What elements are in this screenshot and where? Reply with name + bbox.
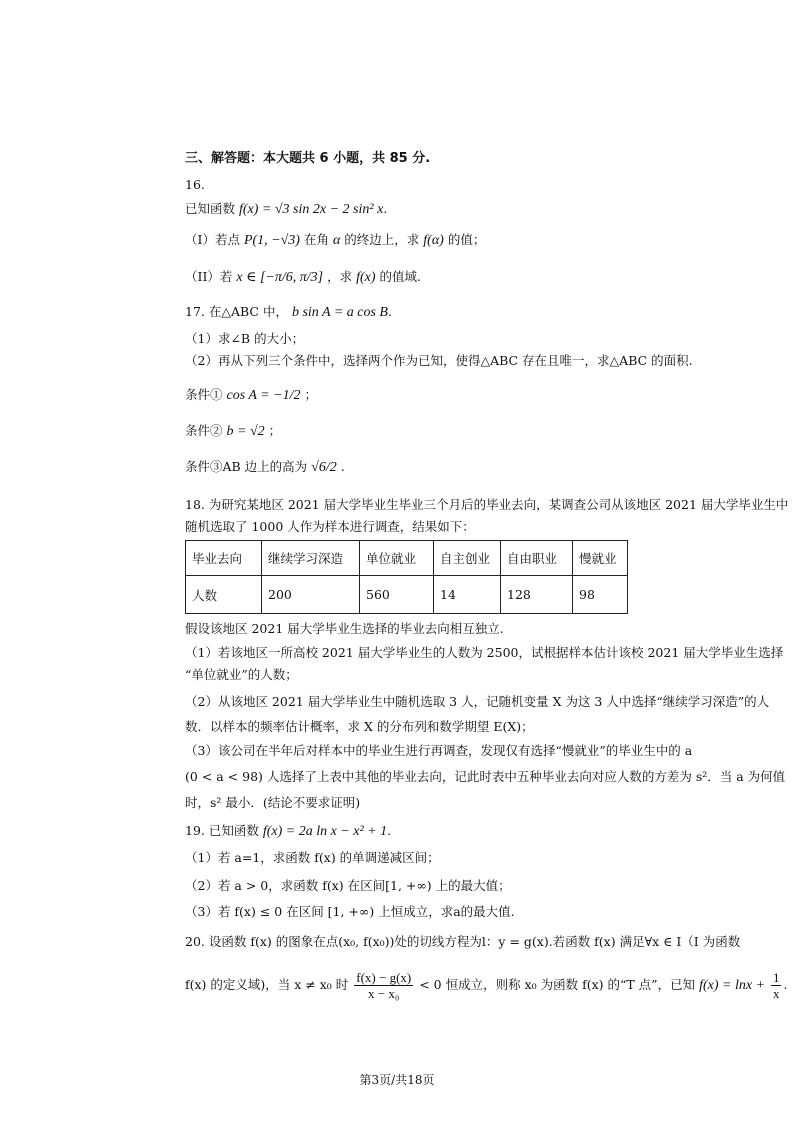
q20-fraction (354, 970, 413, 1001)
q18-part3-line1: （3）该公司在半年后对样本中的毕业生进行再调查，发现仅有选择“慢就业”的毕业生中的 a (185, 743, 693, 758)
table-header-cell: 慢就业 (573, 541, 628, 576)
q16-fx: f(x) (356, 270, 376, 285)
q16-stem (185, 200, 387, 219)
q16-point-p: P(1, −√3) (243, 233, 300, 248)
q19-stem-pre: 19. 已知函数 (185, 823, 259, 838)
q16-part1-pre: （I）若点 (185, 232, 240, 247)
q20-line2 (185, 970, 787, 1001)
table-header-row (186, 541, 628, 576)
q18-part1-line2: “单位就业”的人数； (185, 667, 298, 682)
table-cell: 98 (573, 576, 628, 614)
q17-cond2-formula: b = √2 (226, 424, 265, 439)
q18-assumption: 假设该地区 2021 届大学毕业生选择的毕业去向相互独立. (185, 621, 504, 636)
q18-part3-line2: (0 < a < 98) 人选择了上表中其他的毕业去向，记此时表中五种毕业去向对应人数的方差为 s²．当 a 为何值 (185, 769, 786, 784)
q18-part2-line1: （2）从该地区 2021 届大学毕业生中随机选取 3 人，记随机变量 X 为这 3 人中选择“继续学习深造”的人 (185, 694, 770, 709)
q17-stem-pre: 17. 在△ABC 中， (185, 304, 288, 319)
q17-condition-1 (185, 386, 317, 405)
q16-f-alpha: f(α) (423, 233, 444, 248)
q16-part2-pre: （II）若 (185, 269, 233, 284)
q18-part1-line1: （1）若该地区一所高校 2021 届大学毕业生的人数为 2500，试根据样本估计该校 2021 届大学毕业生选择 (185, 645, 784, 660)
q19-stem-formula: f(x) = 2a ln x − x² + 1 (262, 824, 388, 839)
q19-part3: （3）若 f(x) ≤ 0 在区间 [1, +∞) 上恒成立，求a的最大值. (185, 904, 515, 919)
q18-stem-line2: 随机选取了 1000 人作为样本进行调查，结果如下： (185, 519, 475, 534)
table-header-cell: 自主创业 (434, 541, 501, 576)
q18-part3-line3: 时，s² 最小．(结论不要求证明) (185, 795, 361, 810)
q17-condition-3 (185, 458, 345, 477)
table-cell: 560 (360, 576, 434, 614)
q16-interval: x ∈ [−π/6, π/3] (236, 270, 324, 285)
q19-stem-post: . (387, 823, 392, 838)
q16-part1-mid2: 的终边上，求 (344, 232, 420, 247)
q20-fraction-denominator: x − x₀ (368, 986, 400, 1001)
page-footer: 第3页/共18页 (359, 1073, 435, 1087)
table-header-cell: 继续学习深造 (262, 541, 360, 576)
q17-condition-2 (185, 422, 281, 441)
table-cell: 128 (501, 576, 573, 614)
q20-line2-mid: < 0 恒成立，则称 x₀ 为函数 f(x) 的“T 点”，已知 (419, 977, 696, 992)
table-header-cell: 单位就业 (360, 541, 434, 576)
q17-stem-post: . (387, 304, 392, 319)
q17-cond1-post: ； (304, 387, 317, 402)
q20-line2-pre: f(x) 的定义域)，当 x ≠ x₀ 时 (185, 977, 349, 992)
q17-cond1-pre: 条件① (185, 387, 223, 402)
table-header-cell: 毕业去向 (186, 541, 262, 576)
q16-part1 (185, 231, 485, 250)
q16-part2 (185, 268, 421, 287)
table-row-label: 人数 (186, 576, 262, 614)
section-heading: 三、解答题：本大题共 6 小题，共 85 分. (185, 151, 431, 166)
q16-part2-post: 的值域. (379, 269, 421, 284)
q16-part2-mid: ，求 (327, 269, 353, 284)
q17-stem-formula: b sin A = a cos B (291, 305, 388, 320)
q18-part2-line2: 数．以样本的频率估计概率，求 X 的分布列和数学期望 E(X)； (185, 719, 534, 734)
q17-stem (185, 303, 392, 322)
q19-part1: （1）若 a=1，求函数 f(x) 的单调递减区间； (185, 850, 440, 865)
q17-part2: （2）再从下列三个条件中，选择两个作为已知，使得△ABC 存在且唯一，求△ABC 的面积. (185, 353, 693, 368)
q16-stem-post: . (383, 201, 388, 216)
q19-part2: （2）若 a > 0，求函数 f(x) 在区间[1, +∞) 上的最大值； (185, 878, 511, 893)
q16-alpha: α (332, 233, 341, 248)
q20-fraction-numerator: f(x) − g(x) (356, 970, 412, 985)
q20-fx: f(x) = lnx + (699, 978, 765, 993)
q20-line2-post: . (783, 977, 788, 992)
q17-cond3-post: . (340, 459, 345, 474)
q16-stem-formula: f(x) = √3 sin 2x − 2 sin² x (239, 202, 384, 217)
q17-part1: （1）求∠B 的大小； (185, 331, 305, 346)
q20-fraction-2 (771, 970, 782, 1001)
q18-stem-line1: 18. 为研究某地区 2021 届大学毕业生毕业三个月后的毕业去向，某调查公司从该地区 2021 届大学毕业生中 (185, 497, 789, 512)
q16-stem-pre: 已知函数 (185, 201, 236, 216)
q20-fraction2-denominator: x (772, 986, 780, 1001)
q19-stem (185, 822, 391, 841)
q17-cond2-pre: 条件② (185, 423, 223, 438)
q17-cond3-formula: √6/2 (311, 460, 337, 475)
table-cell: 200 (262, 576, 360, 614)
table-row (186, 576, 628, 614)
table-header-cell: 自由职业 (501, 541, 573, 576)
q17-cond2-post: ； (268, 423, 282, 438)
q20-line1: 20. 设函数 f(x) 的图象在点(x₀, f(x₀))处的切线方程为l：y = g(x).若函数 f(x) 满足∀x ∈ I（I 为函数 (185, 934, 741, 949)
q17-cond1-formula: cos A = −1/2 (226, 388, 301, 403)
q17-cond3-pre: 条件③AB 边上的高为 (185, 459, 308, 474)
q16-part1-post: 的值； (447, 232, 486, 247)
q18-results-table (185, 540, 628, 614)
q16-part1-mid: 在角 (303, 232, 329, 247)
q16-number: 16. (185, 177, 205, 192)
table-cell: 14 (434, 576, 501, 614)
q20-fraction2-numerator: 1 (772, 970, 780, 985)
